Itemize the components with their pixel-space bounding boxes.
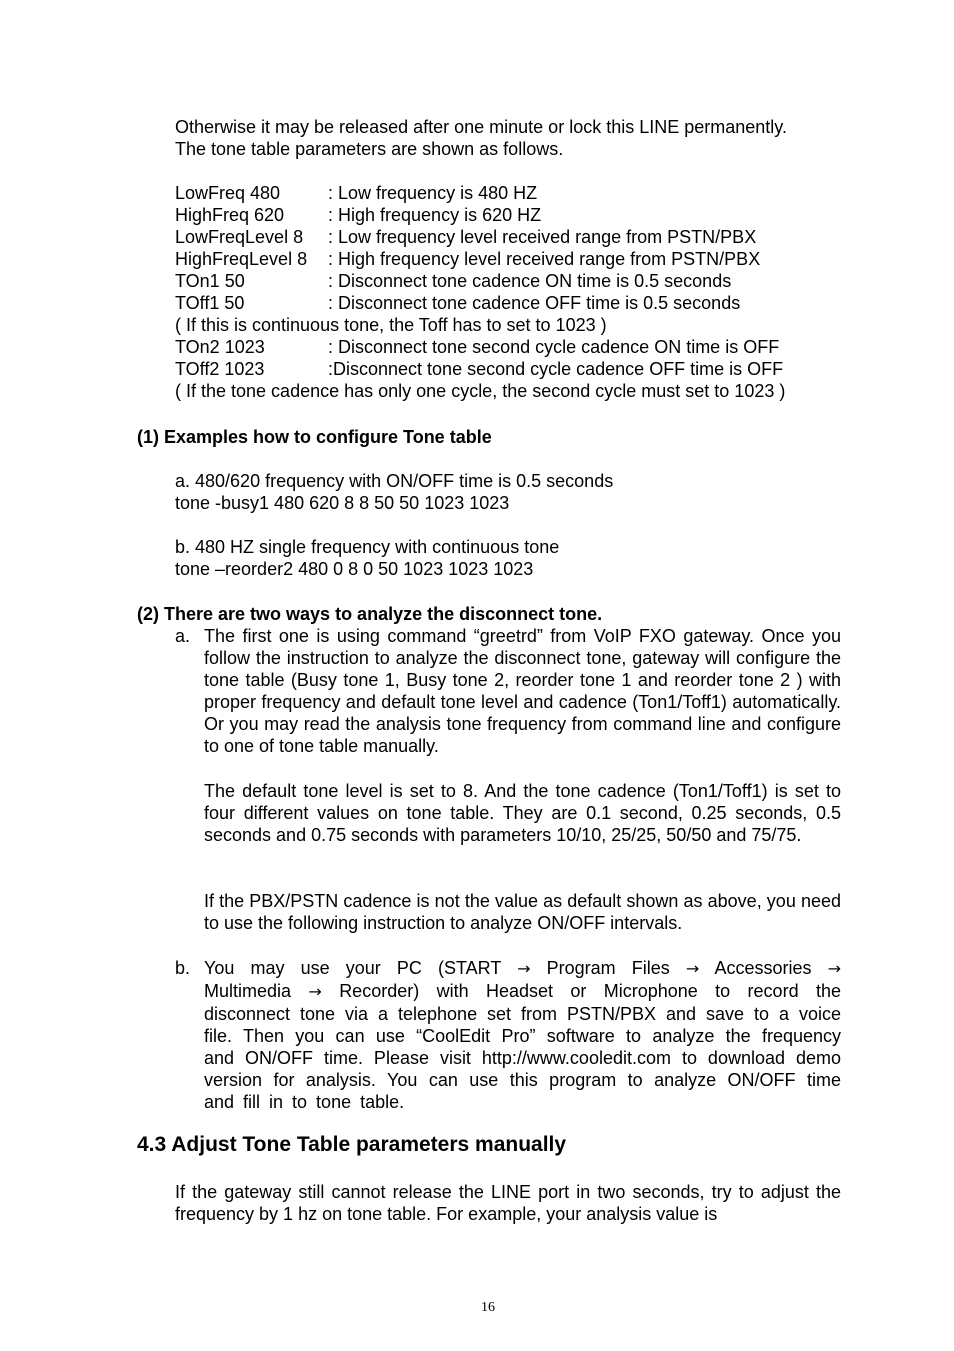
param-name: HighFreq 620: [175, 205, 285, 225]
arrow-right-icon: →: [517, 959, 531, 978]
param-desc: : Low frequency is 480 HZ: [328, 183, 538, 203]
param-name: TOn2 1023: [175, 337, 265, 357]
param-name: HighFreqLevel 8: [175, 249, 308, 269]
page-number: 16: [481, 1300, 495, 1315]
note-one-cycle: ( If the tone cadence has only one cycle, the second cycle must set to 1023 ): [175, 381, 786, 401]
param-name: TOff2 1023: [175, 359, 265, 379]
intro-line-2: The tone table parameters are shown as follows.: [175, 139, 564, 159]
example-b-title: b. 480 HZ single frequency with continuous tone: [175, 537, 560, 557]
list-marker-a: a.: [175, 626, 191, 646]
method-b-accessories: Accessories: [714, 958, 812, 978]
list-marker-b: b.: [175, 958, 191, 978]
param-name: LowFreq 480: [175, 183, 281, 203]
arrow-right-icon: →: [685, 959, 700, 978]
example-a-title: a. 480/620 frequency with ON/OFF time is 0.5 seconds: [175, 471, 614, 491]
param-desc: : Disconnect tone cadence OFF time is 0.5 seconds: [328, 293, 741, 313]
param-desc: : Disconnect tone cadence ON time is 0.5 seconds: [328, 271, 732, 291]
param-desc: :Disconnect tone second cycle cadence OFF time is OFF: [328, 359, 784, 379]
param-desc: : Low frequency level received range from PSTN/PBX: [328, 227, 757, 247]
section-2-heading: (2) There are two ways to analyze the disconnect tone.: [137, 604, 603, 624]
method-b-text-rest: Recorder) with Headset or Microphone to record the disconnect tone via a telephone set from PSTN/PBX and save to a voice file. Then you can use “CoolEdit Pro” software to analyze the frequency and ON/OFF time. Please visit http://www.cooledit.com to download demo version for analysis. You can use this program to analyze ON/OFF time and fill in to tone table.: [204, 981, 841, 1112]
note-continuous: ( If this is continuous tone, the Toff has to set to 1023 ): [175, 315, 607, 335]
example-a-command: tone -busy1 480 620 8 8 50 50 1023 1023: [175, 493, 510, 513]
example-b-command: tone –reorder2 480 0 8 0 50 1023 1023 1023: [175, 559, 534, 579]
method-a-paragraph-1: The first one is using command “greetrd” from VoIP FXO gateway. Once you follow the instruction to analyze the disconnect tone, gateway will configure the tone table (Busy tone 1, Busy tone 2, reorder tone 1 and reorder tone 2 ) with proper frequency and default tone level and cadence (Ton1/Toff1) automatically. Or you may read the analysis tone frequency from command line and configure to one of tone table manually.: [204, 626, 841, 756]
method-b-paragraph: [204, 957, 841, 1113]
arrow-right-icon: →: [827, 959, 841, 978]
param-name: LowFreqLevel 8: [175, 227, 304, 247]
param-name: TOn1 50: [175, 271, 245, 291]
intro-line-1: Otherwise it may be released after one minute or lock this LINE permanently.: [175, 117, 787, 137]
param-desc: : High frequency is 620 HZ: [328, 205, 542, 225]
method-b-text-start: You may use your PC (START: [204, 958, 501, 978]
param-desc: : High frequency level received range from PSTN/PBX: [328, 249, 761, 269]
param-name: TOff1 50: [175, 293, 245, 313]
method-b-multimedia: Multimedia: [204, 981, 292, 1001]
param-desc: : Disconnect tone second cycle cadence ON time is OFF: [328, 337, 780, 357]
section-1-heading: (1) Examples how to configure Tone table: [137, 427, 492, 447]
section-4-3-paragraph: If the gateway still cannot release the LINE port in two seconds, try to adjust the frequency by 1 hz on tone table. For example, your analysis value is: [175, 1182, 841, 1224]
method-a-paragraph-3: If the PBX/PSTN cadence is not the value as default shown as above, you need to use the following instruction to analyze ON/OFF intervals.: [204, 891, 841, 933]
arrow-right-icon: →: [308, 982, 322, 1001]
section-4-3-heading: 4.3 Adjust Tone Table parameters manually: [137, 1133, 567, 1156]
method-b-program-files: Program Files: [546, 958, 670, 978]
method-a-paragraph-2: The default tone level is set to 8. And the tone cadence (Ton1/Toff1) is set to four different values on tone table. They are 0.1 second, 0.25 seconds, 0.5 seconds and 0.75 seconds with parameters 10/10, 25/25, 50/50 and 75/75.: [204, 781, 841, 845]
